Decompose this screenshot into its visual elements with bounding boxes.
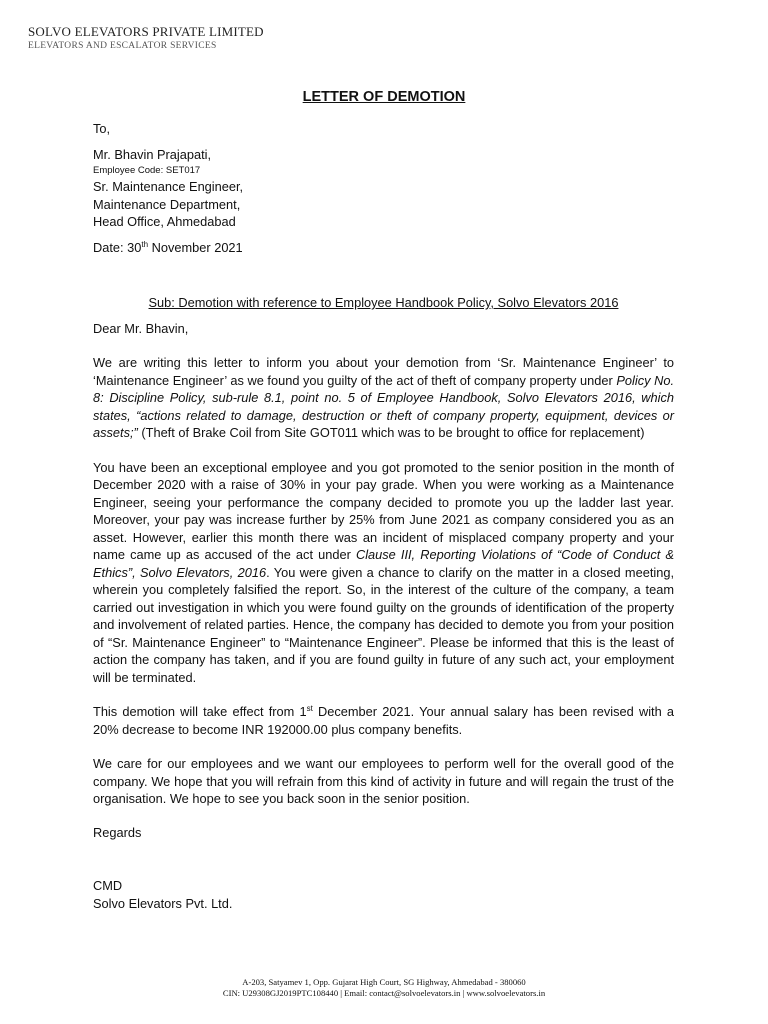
- company-tagline: ELEVATORS AND ESCALATOR SERVICES: [28, 41, 217, 51]
- paragraph-3: This demotion will take effect from 1st December 2021. Your annual salary has been revised with a 20% decrease to become INR 192000.00 plus company benefits.: [93, 704, 675, 737]
- footer: [0, 977, 768, 999]
- paragraph-1: We are writing this letter to inform you about your demotion from ‘Sr. Maintenance Engineer’ to ‘Maintenance Engineer’ as we found you guilty of the act of theft of company property under Policy No. 8: Discipline Policy, sub-rule 8.1, point no. 5 of Employee Handbook, Solvo Elevators 2016, which states, “actions related to damage, destruction or theft of company property, equipment, devices or assets;” (Theft of Brake Coil from Site GOT011 which was to be brought to office for replacement): [93, 355, 674, 440]
- recipient-department: Maintenance Department,: [93, 196, 241, 212]
- letterhead: [28, 24, 264, 51]
- salutation: Dear Mr. Bhavin,: [93, 320, 189, 336]
- closing: Regards: [93, 824, 142, 840]
- recipient-designation: Sr. Maintenance Engineer,: [93, 179, 244, 194]
- employee-code: Employee Code: SET017: [93, 165, 201, 176]
- letter-title: LETTER OF DEMOTION: [302, 89, 466, 105]
- recipient-name: Mr. Bhavin Prajapati,: [93, 146, 212, 162]
- letter-date: Date: 30th November 2021: [93, 239, 243, 255]
- letter-body: [93, 120, 674, 912]
- subject-line: Sub: Demotion with reference to Employee Handbook Policy, Solvo Elevators 2016: [148, 295, 619, 310]
- to-line: To,: [93, 121, 111, 136]
- company-name: SOLVO ELEVATORS PRIVATE LIMITED: [28, 24, 264, 39]
- signatory-company: Solvo Elevators Pvt. Ltd.: [93, 895, 233, 911]
- paragraph-4: We care for our employees and we want our employees to perform well for the overall good of the company. We hope that you will refrain from this kind of activity in future and will regain the trust of the organisation. We hope to see you back soon in the senior position.: [93, 756, 674, 806]
- recipient-office: Head Office, Ahmedabad: [93, 214, 236, 229]
- footer-address: A-203, Satyamev 1, Opp. Gujarat High Court, SG Highway, Ahmedabad - 380060: [242, 977, 526, 987]
- footer-registration: CIN: U29308GJ2019PTC108440 | Email: contact@solvoelevators.in | www.solvoelevators.in: [222, 988, 546, 998]
- paragraph-2: You have been an exceptional employee and you got promoted to the senior position in the month of December 2020 with a raise of 30% in your pay grade. When you were working as a Maintenance Engineer, seeing your performance the company decided to promote you up the ladder last year. Moreover, your pay was increase further by 25% from June 2021 as company considered you as an asset. However, earlier this month there was an incident of misplaced company property and your name came up as accused of the act under Clause III, Reporting Violations of “Code of Conduct & Ethics”, Solvo Elevators, 2016. You were given a chance to clarify on the matter in a closed meeting, wherein you completely falsified the report. So, in the interest of the culture of the company, a team carried out investigation in which you were found guilty on the grounds of identification of the property and involvement of related parties. Hence, the company has decided to demote you from your position of “Sr. Maintenance Engineer” to “Maintenance Engineer”. Please be informed that this is the least of action the company has taken, and if you are found guilty in future of any such act, your employment will be terminated.: [93, 459, 675, 685]
- signatory-title: CMD: [93, 878, 123, 893]
